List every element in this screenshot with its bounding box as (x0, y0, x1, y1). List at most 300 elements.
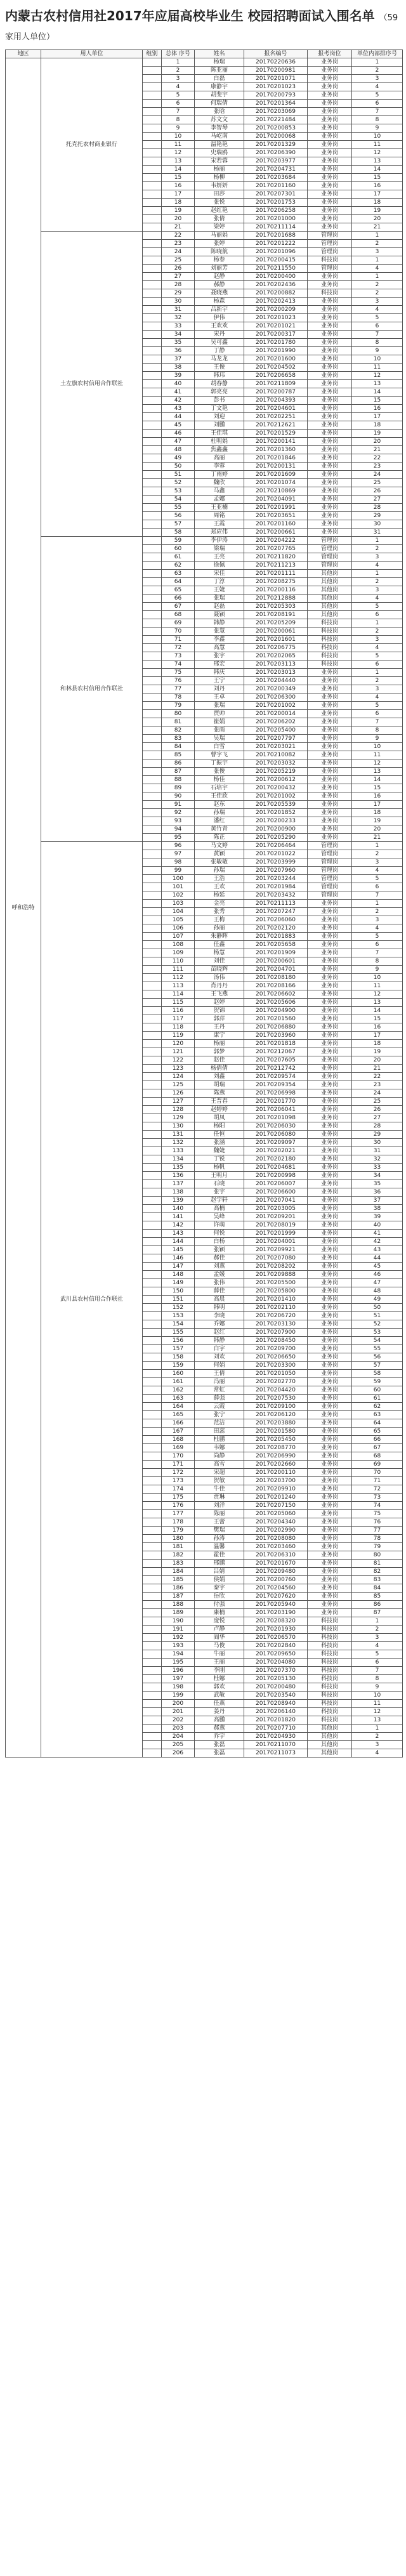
header-exam-no: 报名编号 (244, 50, 308, 58)
group-cell (143, 289, 162, 298)
seq-cell: 155 (162, 1329, 195, 1337)
exam-no-cell: 20170209480 (244, 1568, 308, 1576)
seq-cell: 42 (162, 397, 195, 405)
exam-no-cell: 20170221484 (244, 116, 308, 124)
seq-cell: 202 (162, 1716, 195, 1725)
seq-cell: 95 (162, 834, 195, 842)
rank-cell: 2 (352, 1733, 403, 1741)
role-cell: 管理岗 (308, 875, 352, 883)
name-cell: 王欢欢 (195, 322, 244, 331)
exam-no-cell: 20170201601 (244, 636, 308, 644)
name-cell: 高楠 (195, 1205, 244, 1213)
rank-cell: 7 (352, 718, 403, 726)
exam-no-cell: 20170204502 (244, 364, 308, 372)
group-cell (143, 570, 162, 578)
rank-cell: 28 (352, 1122, 403, 1131)
name-cell: 王婕 (195, 586, 244, 595)
rank-cell: 4 (352, 693, 403, 702)
exam-no-cell: 20170206041 (244, 1106, 308, 1114)
group-cell (143, 1296, 162, 1304)
exam-no-cell: 20170201000 (244, 215, 308, 223)
rank-cell: 52 (352, 1320, 403, 1329)
role-cell: 业务岗 (308, 124, 352, 133)
role-cell: 科技岗 (308, 256, 352, 265)
exam-no-cell: 20170206600 (244, 1188, 308, 1197)
exam-no-cell: 20170206720 (244, 1312, 308, 1320)
name-cell: 王宁 (195, 677, 244, 685)
group-cell (143, 578, 162, 586)
group-cell (143, 496, 162, 504)
role-cell: 业务岗 (308, 1246, 352, 1254)
group-cell (143, 108, 162, 116)
name-cell: 吴可鑫 (195, 339, 244, 347)
rank-cell: 30 (352, 1139, 403, 1147)
group-cell (143, 174, 162, 182)
exam-no-cell: 20170203700 (244, 1477, 308, 1485)
seq-cell: 82 (162, 726, 195, 735)
rank-cell: 13 (352, 157, 403, 166)
role-cell: 业务岗 (308, 347, 352, 355)
seq-cell: 94 (162, 825, 195, 834)
role-cell: 业务岗 (308, 1337, 352, 1345)
rank-cell: 45 (352, 1263, 403, 1271)
seq-cell: 153 (162, 1312, 195, 1320)
exam-no-cell: 20170200209 (244, 306, 308, 314)
exam-no-cell: 20170211114 (244, 223, 308, 232)
group-cell (143, 1023, 162, 1032)
rank-cell: 47 (352, 1279, 403, 1287)
seq-cell: 102 (162, 891, 195, 900)
role-cell: 业务岗 (308, 677, 352, 685)
seq-cell: 77 (162, 685, 195, 693)
name-cell: 杜明娟 (195, 438, 244, 446)
rank-cell: 61 (352, 1395, 403, 1403)
group-cell (143, 1700, 162, 1708)
role-cell: 业务岗 (308, 281, 352, 289)
table-row (6, 842, 403, 850)
rank-cell: 4 (352, 306, 403, 314)
seq-cell: 99 (162, 867, 195, 875)
exam-no-cell: 20170206080 (244, 1131, 308, 1139)
rank-cell: 19 (352, 1048, 403, 1056)
group-cell (143, 842, 162, 850)
name-cell: 丁淳 (195, 578, 244, 586)
rank-cell: 28 (352, 504, 403, 512)
seq-cell: 139 (162, 1197, 195, 1205)
name-cell: 张倩 (195, 215, 244, 223)
group-cell (143, 1147, 162, 1155)
name-cell: 宋佳 (195, 570, 244, 578)
exam-no-cell: 20170202021 (244, 1147, 308, 1155)
role-cell: 业务岗 (308, 1601, 352, 1609)
rank-cell: 21 (352, 446, 403, 454)
role-cell: 业务岗 (308, 1312, 352, 1320)
role-cell: 业务岗 (308, 1254, 352, 1263)
exam-no-cell: 20170201023 (244, 83, 308, 91)
group-cell (143, 1461, 162, 1469)
role-cell: 业务岗 (308, 1056, 352, 1065)
rank-cell: 24 (352, 1089, 403, 1098)
name-cell: 吴瑞 (195, 735, 244, 743)
rank-cell: 3 (352, 685, 403, 693)
seq-cell: 178 (162, 1518, 195, 1527)
exam-no-cell: 20170201096 (244, 248, 308, 256)
seq-cell: 58 (162, 529, 195, 537)
name-cell: 韩明 (195, 1304, 244, 1312)
group-cell (143, 1452, 162, 1461)
group-cell (143, 1155, 162, 1164)
name-cell: 马文婷 (195, 842, 244, 850)
role-cell: 业务岗 (308, 438, 352, 446)
seq-cell: 9 (162, 124, 195, 133)
seq-cell: 2 (162, 67, 195, 75)
group-cell (143, 900, 162, 908)
role-cell: 业务岗 (308, 1065, 352, 1073)
seq-cell: 75 (162, 669, 195, 677)
table-row (6, 232, 403, 240)
rank-cell: 2 (352, 289, 403, 298)
name-cell: 贺敏 (195, 1477, 244, 1485)
rank-cell: 14 (352, 388, 403, 397)
exam-no-cell: 20170209700 (244, 1345, 308, 1353)
group-cell (143, 603, 162, 611)
role-cell: 科技岗 (308, 644, 352, 652)
group-cell (143, 75, 162, 83)
name-cell: 张宁 (195, 1411, 244, 1419)
exam-no-cell: 20170201050 (244, 1370, 308, 1378)
name-cell: 张瑞 (195, 595, 244, 603)
rank-cell: 55 (352, 1345, 403, 1353)
seq-cell: 103 (162, 900, 195, 908)
name-cell: 张敏敏 (195, 858, 244, 867)
group-cell (143, 1494, 162, 1502)
rank-cell: 62 (352, 1403, 403, 1411)
group-cell (143, 628, 162, 636)
exam-no-cell: 20170205303 (244, 603, 308, 611)
name-cell: 白杨 (195, 1238, 244, 1246)
rank-cell: 17 (352, 801, 403, 809)
rank-cell: 7 (352, 331, 403, 339)
seq-cell: 93 (162, 817, 195, 825)
seq-cell: 193 (162, 1642, 195, 1650)
group-cell (143, 636, 162, 644)
group-cell (143, 677, 162, 685)
name-cell: 郝佳 (195, 1254, 244, 1263)
name-cell: 胡凤 (195, 1114, 244, 1122)
exam-no-cell: 20170205606 (244, 999, 308, 1007)
rank-cell: 5 (352, 875, 403, 883)
exam-no-cell: 20170204420 (244, 1386, 308, 1395)
group-cell (143, 537, 162, 545)
role-cell: 业务岗 (308, 924, 352, 933)
seq-cell: 53 (162, 487, 195, 496)
role-cell: 业务岗 (308, 1098, 352, 1106)
name-cell: 杜娜 (195, 1675, 244, 1683)
exam-no-cell: 20170200400 (244, 273, 308, 281)
role-cell: 业务岗 (308, 100, 352, 108)
name-cell: 杨丽 (195, 1040, 244, 1048)
rank-cell: 77 (352, 1527, 403, 1535)
role-cell: 业务岗 (308, 380, 352, 388)
exam-no-cell: 20170210082 (244, 751, 308, 759)
group-cell (143, 1089, 162, 1098)
seq-cell: 194 (162, 1650, 195, 1659)
seq-cell: 92 (162, 809, 195, 817)
seq-cell: 21 (162, 223, 195, 232)
role-cell: 业务岗 (308, 916, 352, 924)
name-cell: 郭萍 (195, 1015, 244, 1023)
group-cell (143, 1749, 162, 1758)
seq-cell: 192 (162, 1634, 195, 1642)
rank-cell: 13 (352, 999, 403, 1007)
rank-cell: 4 (352, 867, 403, 875)
seq-cell: 168 (162, 1436, 195, 1444)
group-cell (143, 768, 162, 776)
role-cell: 管理岗 (308, 553, 352, 562)
group-cell (143, 1065, 162, 1073)
name-cell: 尚静 (195, 1452, 244, 1461)
name-cell: 彭书 (195, 397, 244, 405)
exam-no-cell: 20170205130 (244, 1675, 308, 1683)
exam-no-cell: 20170201580 (244, 1428, 308, 1436)
role-cell: 业务岗 (308, 1263, 352, 1271)
group-cell (143, 347, 162, 355)
exam-no-cell: 20170201984 (244, 883, 308, 891)
exam-no-cell: 20170203130 (244, 1320, 308, 1329)
exam-no-cell: 20170210869 (244, 487, 308, 496)
role-cell: 业务岗 (308, 1428, 352, 1436)
seq-cell: 55 (162, 504, 195, 512)
rank-cell: 17 (352, 1032, 403, 1040)
seq-cell: 10 (162, 133, 195, 141)
seq-cell: 35 (162, 339, 195, 347)
rank-cell: 1 (352, 842, 403, 850)
role-cell: 业务岗 (308, 1271, 352, 1279)
name-cell: 白磊 (195, 75, 244, 83)
role-cell: 业务岗 (308, 1568, 352, 1576)
group-cell (143, 1378, 162, 1386)
exam-no-cell: 20170204930 (244, 1733, 308, 1741)
seq-cell: 46 (162, 430, 195, 438)
role-cell: 业务岗 (308, 141, 352, 149)
seq-cell: 39 (162, 372, 195, 380)
seq-cell: 188 (162, 1601, 195, 1609)
role-cell: 其他岗 (308, 1741, 352, 1749)
name-cell: 孙丽 (195, 924, 244, 933)
rank-cell: 7 (352, 108, 403, 116)
name-cell: 杨慧 (195, 949, 244, 957)
exam-no-cell: 20170204001 (244, 1238, 308, 1246)
name-cell: 王俊 (195, 364, 244, 372)
seq-cell: 5 (162, 91, 195, 100)
group-cell (143, 248, 162, 256)
exam-no-cell: 20170201600 (244, 355, 308, 364)
role-cell: 管理岗 (308, 842, 352, 850)
seq-cell: 118 (162, 1023, 195, 1032)
group-cell (143, 1510, 162, 1518)
role-cell: 业务岗 (308, 1395, 352, 1403)
seq-cell: 205 (162, 1741, 195, 1749)
group-cell (143, 520, 162, 529)
seq-cell: 180 (162, 1535, 195, 1543)
role-cell: 科技岗 (308, 1642, 352, 1650)
role-cell: 业务岗 (308, 1403, 352, 1411)
role-cell: 业务岗 (308, 1411, 352, 1419)
group-cell (143, 190, 162, 199)
exam-no-cell: 20170204560 (244, 1584, 308, 1593)
role-cell: 业务岗 (308, 1469, 352, 1477)
rank-cell: 1 (352, 1725, 403, 1733)
group-cell (143, 100, 162, 108)
name-cell: 张雨 (195, 726, 244, 735)
exam-no-cell: 20170204091 (244, 496, 308, 504)
rank-cell: 21 (352, 223, 403, 232)
rank-cell: 15 (352, 397, 403, 405)
role-cell: 业务岗 (308, 83, 352, 91)
exam-no-cell: 20170200480 (244, 1683, 308, 1692)
seq-cell: 150 (162, 1287, 195, 1296)
seq-cell: 84 (162, 743, 195, 751)
seq-cell: 172 (162, 1469, 195, 1477)
group-cell (143, 487, 162, 496)
role-cell: 业务岗 (308, 1362, 352, 1370)
seq-cell: 60 (162, 545, 195, 553)
exam-no-cell: 20170201670 (244, 1560, 308, 1568)
name-cell: 王欢 (195, 883, 244, 891)
group-cell (143, 1485, 162, 1494)
exam-no-cell: 20170206060 (244, 916, 308, 924)
role-cell: 业务岗 (308, 1345, 352, 1353)
seq-cell: 52 (162, 479, 195, 487)
group-cell (143, 957, 162, 966)
role-cell: 业务岗 (308, 529, 352, 537)
exam-no-cell: 20170200061 (244, 628, 308, 636)
group-cell (143, 1114, 162, 1122)
exam-no-cell: 20170205500 (244, 1279, 308, 1287)
exam-no-cell: 20170201930 (244, 1626, 308, 1634)
role-cell: 业务岗 (308, 735, 352, 743)
name-cell: 张宇 (195, 652, 244, 660)
exam-no-cell: 20170206775 (244, 644, 308, 652)
exam-no-cell: 20170200601 (244, 957, 308, 966)
role-cell: 业务岗 (308, 1180, 352, 1188)
exam-no-cell: 20170202840 (244, 1642, 308, 1650)
seq-cell: 146 (162, 1254, 195, 1263)
rank-cell: 4 (352, 265, 403, 273)
exam-no-cell: 20170203977 (244, 157, 308, 166)
group-cell (143, 232, 162, 240)
exam-no-cell: 20170211550 (244, 265, 308, 273)
exam-no-cell: 20170206990 (244, 1452, 308, 1461)
name-cell: 贺锦 (195, 1007, 244, 1015)
rank-cell: 82 (352, 1568, 403, 1576)
group-cell (143, 710, 162, 718)
role-cell: 业务岗 (308, 182, 352, 190)
name-cell: 陈丽 (195, 1510, 244, 1518)
exam-no-cell: 20170201780 (244, 339, 308, 347)
role-cell: 科技岗 (308, 619, 352, 628)
name-cell: 王佳欣 (195, 792, 244, 801)
group-cell (143, 1601, 162, 1609)
group-cell (143, 562, 162, 570)
exam-no-cell: 20170207080 (244, 1254, 308, 1263)
exam-no-cell: 20170205219 (244, 768, 308, 776)
group-cell (143, 553, 162, 562)
exam-no-cell: 20170201991 (244, 504, 308, 512)
exam-no-cell: 20170208202 (244, 1263, 308, 1271)
seq-cell: 197 (162, 1675, 195, 1683)
seq-cell: 174 (162, 1485, 195, 1494)
role-cell: 业务岗 (308, 900, 352, 908)
seq-cell: 151 (162, 1296, 195, 1304)
name-cell: 汤伟 (195, 974, 244, 982)
exam-no-cell: 20170205450 (244, 1436, 308, 1444)
rank-cell: 57 (352, 1362, 403, 1370)
name-cell: 宋超 (195, 1469, 244, 1477)
name-cell: 梁婷 (195, 223, 244, 232)
rank-cell: 11 (352, 751, 403, 759)
seq-cell: 69 (162, 619, 195, 628)
group-cell (143, 421, 162, 430)
exam-no-cell: 20170208080 (244, 1535, 308, 1543)
seq-cell: 165 (162, 1411, 195, 1419)
seq-cell: 74 (162, 660, 195, 669)
name-cell: 李智琴 (195, 124, 244, 133)
group-cell (143, 1337, 162, 1345)
group-cell (143, 1469, 162, 1477)
seq-cell: 160 (162, 1370, 195, 1378)
role-cell: 业务岗 (308, 1593, 352, 1601)
rank-cell: 18 (352, 809, 403, 817)
name-cell: 杨柳 (195, 174, 244, 182)
exam-no-cell: 20170200998 (244, 1172, 308, 1180)
name-cell: 王浩 (195, 875, 244, 883)
name-cell: 卢静 (195, 1626, 244, 1634)
role-cell: 业务岗 (308, 339, 352, 347)
role-cell: 业务岗 (308, 1155, 352, 1164)
name-cell: 康楠 (195, 1609, 244, 1617)
group-cell (143, 817, 162, 825)
exam-no-cell: 20170206650 (244, 1353, 308, 1362)
name-cell: 张俊 (195, 768, 244, 776)
group-cell (143, 1188, 162, 1197)
name-cell: 贾帅 (195, 710, 244, 718)
seq-cell: 62 (162, 562, 195, 570)
role-cell: 业务岗 (308, 1576, 352, 1584)
name-cell: 吕新宇 (195, 306, 244, 314)
rank-cell: 13 (352, 1716, 403, 1725)
role-cell: 管理岗 (308, 850, 352, 858)
seq-cell: 97 (162, 850, 195, 858)
name-cell: 许萌 (195, 1221, 244, 1230)
seq-cell: 116 (162, 1007, 195, 1015)
exam-no-cell: 20170201111 (244, 570, 308, 578)
role-cell: 业务岗 (308, 825, 352, 834)
rank-cell: 2 (352, 240, 403, 248)
rank-cell: 40 (352, 1221, 403, 1230)
exam-no-cell: 20170207900 (244, 1329, 308, 1337)
rank-cell: 6 (352, 710, 403, 718)
header-row (6, 50, 403, 58)
name-cell: 郭亮亮 (195, 388, 244, 397)
role-cell: 管理岗 (308, 867, 352, 875)
rank-cell: 2 (352, 628, 403, 636)
group-cell (143, 1650, 162, 1659)
exam-no-cell: 20170212888 (244, 595, 308, 603)
group-cell (143, 454, 162, 463)
region-cell: 呼和浩特 (6, 58, 41, 1758)
seq-cell: 121 (162, 1048, 195, 1056)
